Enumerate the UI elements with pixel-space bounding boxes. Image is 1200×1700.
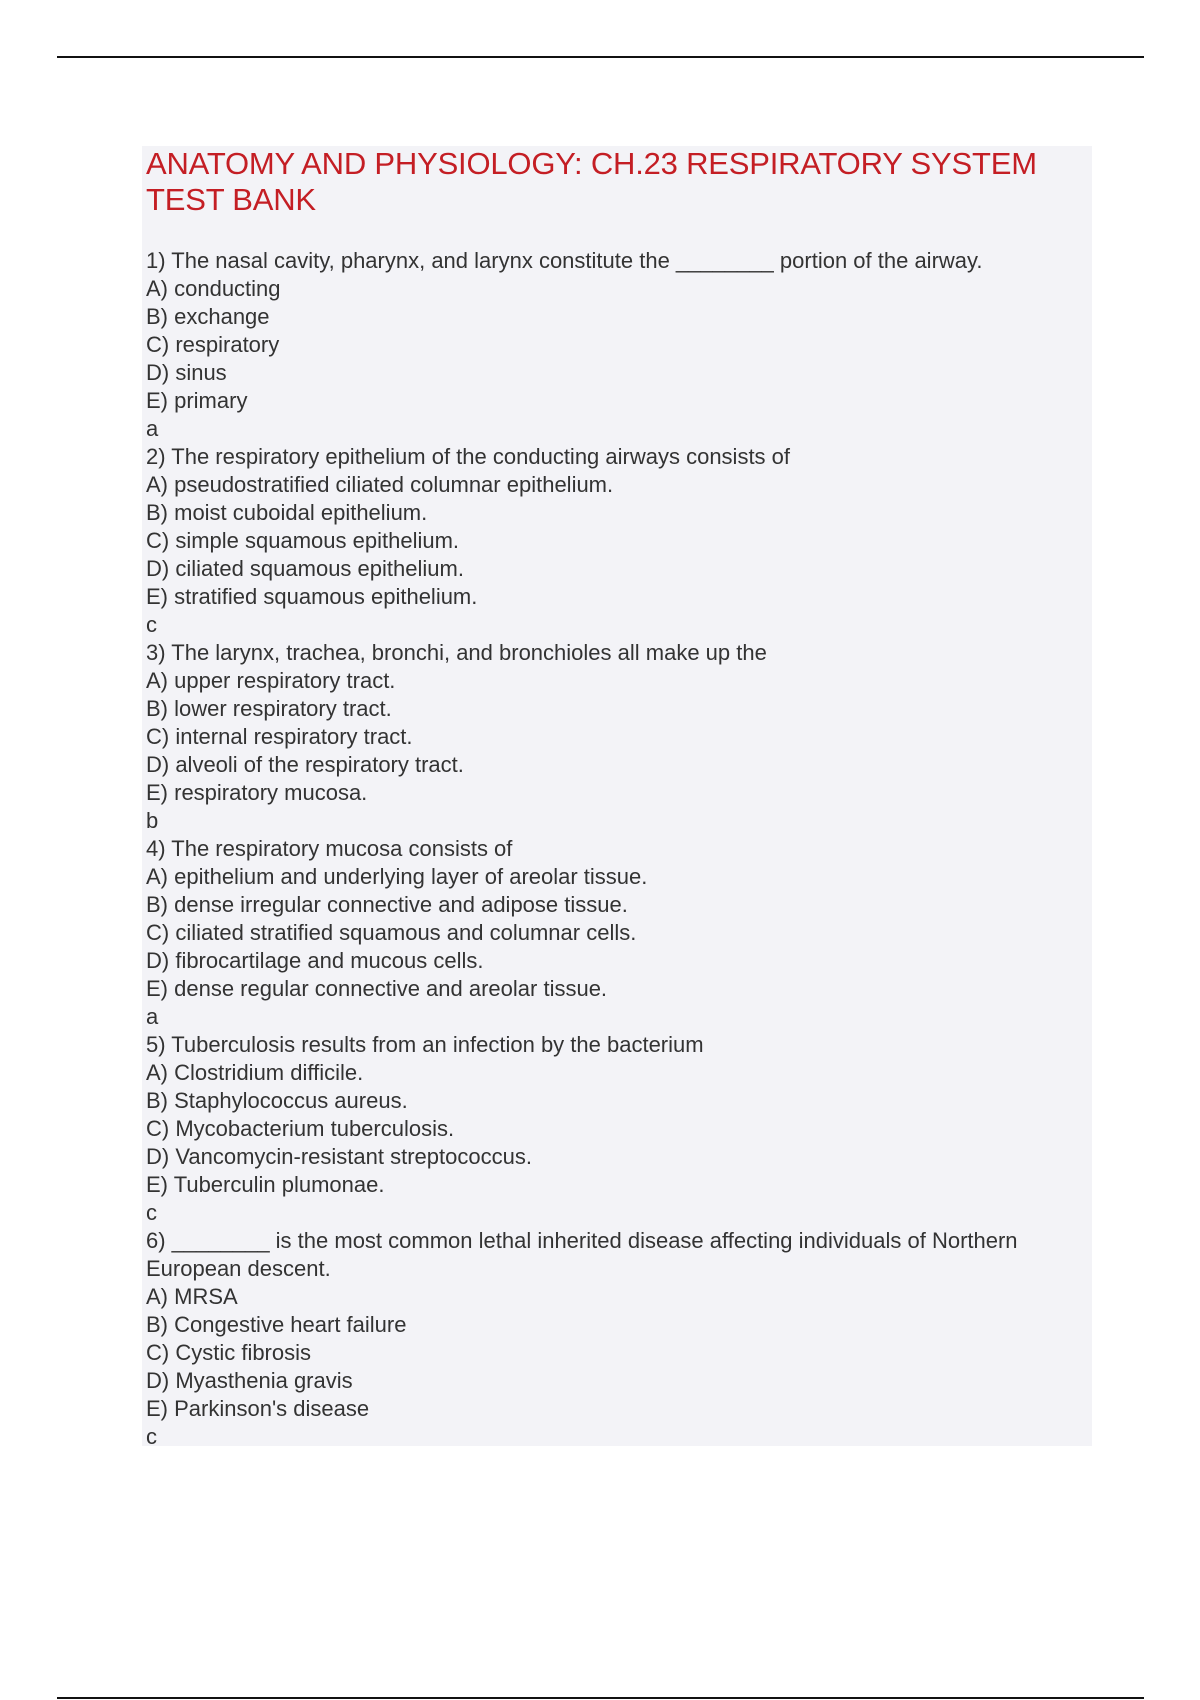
- question-stem: 1) The nasal cavity, pharynx, and larynx constitute the ________ portion of the airway.: [146, 248, 983, 273]
- answer-option: E) respiratory mucosa.: [146, 780, 368, 805]
- answer-option: A) upper respiratory tract.: [146, 668, 396, 693]
- question-stem: 5) Tuberculosis results from an infection by the bacterium: [146, 1032, 704, 1057]
- answer-option: B) moist cuboidal epithelium.: [146, 500, 428, 525]
- question-stem: 6) ________ is the most common lethal inherited disease affecting individuals of Northern European descent.: [146, 1228, 1018, 1281]
- answer-option: A) epithelium and underlying layer of areolar tissue.: [146, 864, 648, 889]
- question-2: [146, 443, 1081, 639]
- bottom-rule: [57, 1697, 1144, 1699]
- answer-option: D) ciliated squamous epithelium.: [146, 556, 464, 581]
- answer-option: B) lower respiratory tract.: [146, 696, 392, 721]
- answer-option: E) stratified squamous epithelium.: [146, 584, 478, 609]
- question-4: [146, 835, 1081, 1031]
- answer-option: A) Clostridium difficile.: [146, 1060, 364, 1085]
- answer-option: D) alveoli of the respiratory tract.: [146, 752, 464, 777]
- answer-key: b: [146, 808, 159, 833]
- answer-option: C) Mycobacterium tuberculosis.: [146, 1116, 455, 1141]
- answer-key: c: [146, 612, 157, 637]
- answer-key: c: [146, 1424, 157, 1449]
- question-stem: 3) The larynx, trachea, bronchi, and bronchioles all make up the: [146, 640, 767, 665]
- answer-key: a: [146, 1004, 159, 1029]
- answer-option: C) internal respiratory tract.: [146, 724, 413, 749]
- question-5: [146, 1031, 1081, 1227]
- answer-option: A) MRSA: [146, 1284, 238, 1309]
- answer-option: B) Staphylococcus aureus.: [146, 1088, 408, 1113]
- question-1: [146, 247, 1081, 443]
- answer-option: B) dense irregular connective and adipose tissue.: [146, 892, 628, 917]
- answer-option: D) Vancomycin-resistant streptococcus.: [146, 1144, 532, 1169]
- answer-option: E) primary: [146, 388, 248, 413]
- answer-option: C) ciliated stratified squamous and columnar cells.: [146, 920, 637, 945]
- answer-key: c: [146, 1200, 157, 1225]
- answer-option: A) conducting: [146, 276, 281, 301]
- answer-option: D) sinus: [146, 360, 227, 385]
- answer-option: B) exchange: [146, 304, 270, 329]
- answer-option: C) simple squamous epithelium.: [146, 528, 460, 553]
- question-stem: 2) The respiratory epithelium of the conducting airways consists of: [146, 444, 791, 469]
- question-stem: 4) The respiratory mucosa consists of: [146, 836, 513, 861]
- answer-option: E) Tuberculin plumonae.: [146, 1172, 385, 1197]
- answer-option: E) Parkinson's disease: [146, 1396, 370, 1421]
- answer-option: A) pseudostratified ciliated columnar epithelium.: [146, 472, 614, 497]
- top-rule: [57, 56, 1144, 58]
- answer-option: C) Cystic fibrosis: [146, 1340, 312, 1365]
- answer-option: E) dense regular connective and areolar tissue.: [146, 976, 608, 1001]
- answer-option: D) Myasthenia gravis: [146, 1368, 353, 1393]
- answer-key: a: [146, 416, 159, 441]
- answer-option: C) respiratory: [146, 332, 280, 357]
- question-list: [146, 247, 1081, 1451]
- answer-option: D) fibrocartilage and mucous cells.: [146, 948, 484, 973]
- question-6: [146, 1227, 1081, 1451]
- question-3: [146, 639, 1081, 835]
- document-title: ANATOMY AND PHYSIOLOGY: CH.23 RESPIRATORY SYSTEM TEST BANK: [146, 146, 1037, 217]
- answer-option: B) Congestive heart failure: [146, 1312, 407, 1337]
